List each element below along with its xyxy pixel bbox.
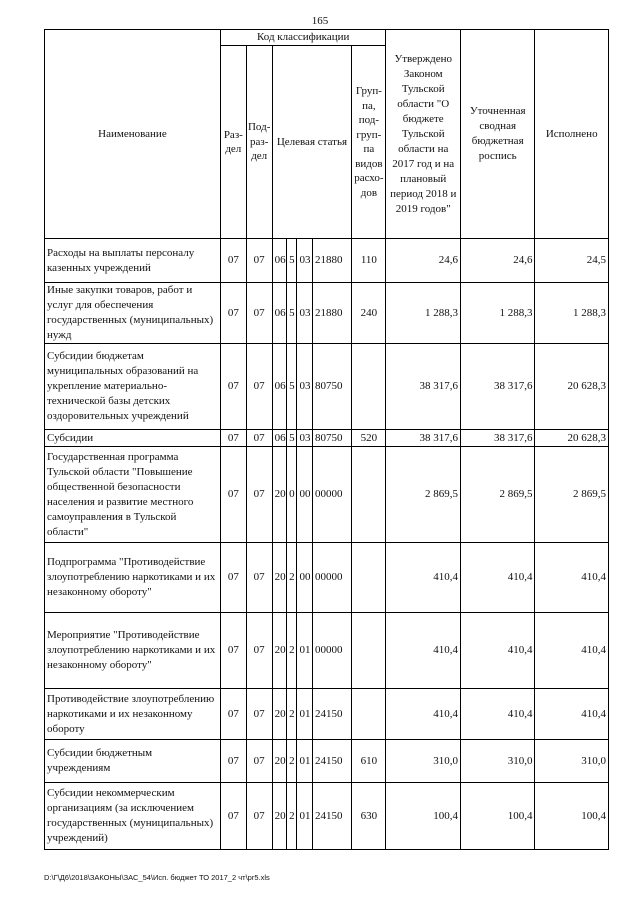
header-refined: Уточненная сводная бюджетная роспись bbox=[460, 30, 534, 239]
row-refined-amount: 38 317,6 bbox=[460, 430, 534, 447]
file-path-footer: D:\Г\Д6\2018\ЗАКОНЫ\ЗАС_54\Исп. бюджет ТО 2017_2 чт\рr5.xls bbox=[44, 873, 270, 882]
row-event-code: 03 bbox=[297, 283, 313, 344]
row-executed-amount: 410,4 bbox=[535, 543, 609, 613]
row-event-code: 00 bbox=[297, 543, 313, 613]
row-section-code: 07 bbox=[220, 344, 246, 430]
row-program-code: 06 bbox=[272, 430, 286, 447]
row-approved-amount: 2 869,5 bbox=[386, 447, 460, 543]
row-direction-code: 24150 bbox=[312, 740, 351, 783]
header-approved: Утверждено Законом Тульской области "О бюджете Тульской области на 2017 год и на плановый период 2018 и 2019 годов" bbox=[386, 30, 460, 239]
row-subsection-code: 07 bbox=[246, 689, 272, 740]
row-direction-code: 00000 bbox=[312, 447, 351, 543]
row-refined-amount: 410,4 bbox=[460, 543, 534, 613]
row-direction-code: 21880 bbox=[312, 239, 351, 283]
row-direction-code: 21880 bbox=[312, 283, 351, 344]
row-expense-group-code: 630 bbox=[352, 783, 386, 850]
row-direction-code: 24150 bbox=[312, 783, 351, 850]
row-subsection-code: 07 bbox=[246, 283, 272, 344]
row-refined-amount: 310,0 bbox=[460, 740, 534, 783]
row-executed-amount: 20 628,3 bbox=[535, 344, 609, 430]
row-executed-amount: 100,4 bbox=[535, 783, 609, 850]
row-name: Мероприятие "Противодействие злоупотреблению наркотиками и их незаконному обороту" bbox=[45, 613, 221, 689]
row-expense-group-code bbox=[352, 543, 386, 613]
header-classification: Код классификации bbox=[220, 30, 386, 46]
row-program-code: 06 bbox=[272, 239, 286, 283]
header-expense-group: Груп-па, под-груп-па видов расхо-дов bbox=[352, 46, 386, 239]
row-name: Субсидии bbox=[45, 430, 221, 447]
row-subprogram-code: 5 bbox=[287, 283, 297, 344]
row-program-code: 20 bbox=[272, 740, 286, 783]
row-direction-code: 24150 bbox=[312, 689, 351, 740]
table-row bbox=[45, 543, 609, 613]
row-program-code: 06 bbox=[272, 344, 286, 430]
budget-table bbox=[44, 29, 609, 850]
header-name: Наименование bbox=[45, 30, 221, 239]
row-event-code: 01 bbox=[297, 613, 313, 689]
header-subsection: Под-раз-дел bbox=[246, 46, 272, 239]
row-approved-amount: 38 317,6 bbox=[386, 430, 460, 447]
row-expense-group-code: 240 bbox=[352, 283, 386, 344]
row-executed-amount: 410,4 bbox=[535, 689, 609, 740]
row-program-code: 20 bbox=[272, 783, 286, 850]
row-section-code: 07 bbox=[220, 543, 246, 613]
row-approved-amount: 410,4 bbox=[386, 543, 460, 613]
row-event-code: 03 bbox=[297, 430, 313, 447]
row-refined-amount: 1 288,3 bbox=[460, 283, 534, 344]
row-expense-group-code: 110 bbox=[352, 239, 386, 283]
row-subsection-code: 07 bbox=[246, 543, 272, 613]
row-program-code: 20 bbox=[272, 543, 286, 613]
row-refined-amount: 100,4 bbox=[460, 783, 534, 850]
table-row bbox=[45, 344, 609, 430]
row-section-code: 07 bbox=[220, 283, 246, 344]
row-subsection-code: 07 bbox=[246, 740, 272, 783]
row-subprogram-code: 2 bbox=[287, 783, 297, 850]
table-row bbox=[45, 239, 609, 283]
row-refined-amount: 24,6 bbox=[460, 239, 534, 283]
row-executed-amount: 24,5 bbox=[535, 239, 609, 283]
row-section-code: 07 bbox=[220, 447, 246, 543]
row-name: Субсидии некоммерческим организациям (за исключением государственных (муниципальных) учреждений) bbox=[45, 783, 221, 850]
row-expense-group-code bbox=[352, 447, 386, 543]
row-subprogram-code: 5 bbox=[287, 430, 297, 447]
row-subprogram-code: 2 bbox=[287, 543, 297, 613]
row-expense-group-code bbox=[352, 689, 386, 740]
row-event-code: 01 bbox=[297, 740, 313, 783]
row-executed-amount: 2 869,5 bbox=[535, 447, 609, 543]
row-event-code: 03 bbox=[297, 239, 313, 283]
header-executed: Исполнено bbox=[535, 30, 609, 239]
row-executed-amount: 1 288,3 bbox=[535, 283, 609, 344]
row-direction-code: 80750 bbox=[312, 344, 351, 430]
row-name: Подпрограмма "Противодействие злоупотреблению наркотиками и их незаконному обороту" bbox=[45, 543, 221, 613]
table-row bbox=[45, 447, 609, 543]
row-expense-group-code bbox=[352, 613, 386, 689]
row-section-code: 07 bbox=[220, 783, 246, 850]
row-executed-amount: 410,4 bbox=[535, 613, 609, 689]
row-expense-group-code bbox=[352, 344, 386, 430]
row-program-code: 20 bbox=[272, 447, 286, 543]
row-refined-amount: 410,4 bbox=[460, 689, 534, 740]
header-section: Раз-дел bbox=[220, 46, 246, 239]
row-subprogram-code: 5 bbox=[287, 344, 297, 430]
row-expense-group-code: 520 bbox=[352, 430, 386, 447]
row-subsection-code: 07 bbox=[246, 447, 272, 543]
table-row bbox=[45, 283, 609, 344]
row-event-code: 01 bbox=[297, 783, 313, 850]
row-subprogram-code: 2 bbox=[287, 613, 297, 689]
row-name: Противодействие злоупотреблению наркотиками и их незаконному обороту bbox=[45, 689, 221, 740]
row-section-code: 07 bbox=[220, 613, 246, 689]
row-program-code: 06 bbox=[272, 283, 286, 344]
row-subprogram-code: 5 bbox=[287, 239, 297, 283]
row-approved-amount: 100,4 bbox=[386, 783, 460, 850]
row-program-code: 20 bbox=[272, 689, 286, 740]
row-name: Субсидии бюджетам муниципальных образований на укрепление материально-технической базы детских оздоровительных учреждений bbox=[45, 344, 221, 430]
table-row bbox=[45, 783, 609, 850]
row-expense-group-code: 610 bbox=[352, 740, 386, 783]
row-refined-amount: 2 869,5 bbox=[460, 447, 534, 543]
row-approved-amount: 410,4 bbox=[386, 689, 460, 740]
row-name: Субсидии бюджетным учреждениям bbox=[45, 740, 221, 783]
row-section-code: 07 bbox=[220, 740, 246, 783]
row-direction-code: 00000 bbox=[312, 543, 351, 613]
row-executed-amount: 310,0 bbox=[535, 740, 609, 783]
row-name: Государственная программа Тульской области "Повышение общественной безопасности населения и развитие местного самоуправления в Тульской области" bbox=[45, 447, 221, 543]
row-section-code: 07 bbox=[220, 430, 246, 447]
row-section-code: 07 bbox=[220, 239, 246, 283]
row-subprogram-code: 2 bbox=[287, 689, 297, 740]
row-subsection-code: 07 bbox=[246, 783, 272, 850]
row-subsection-code: 07 bbox=[246, 239, 272, 283]
row-event-code: 03 bbox=[297, 344, 313, 430]
row-program-code: 20 bbox=[272, 613, 286, 689]
row-subprogram-code: 2 bbox=[287, 740, 297, 783]
row-section-code: 07 bbox=[220, 689, 246, 740]
row-approved-amount: 38 317,6 bbox=[386, 344, 460, 430]
row-refined-amount: 410,4 bbox=[460, 613, 534, 689]
row-subsection-code: 07 bbox=[246, 430, 272, 447]
row-refined-amount: 38 317,6 bbox=[460, 344, 534, 430]
table-row bbox=[45, 689, 609, 740]
row-name: Иные закупки товаров, работ и услуг для обеспечения государственных (муниципальных) нужд bbox=[45, 283, 221, 344]
row-approved-amount: 1 288,3 bbox=[386, 283, 460, 344]
table-row bbox=[45, 613, 609, 689]
row-subsection-code: 07 bbox=[246, 613, 272, 689]
row-approved-amount: 310,0 bbox=[386, 740, 460, 783]
table-row bbox=[45, 430, 609, 447]
row-event-code: 01 bbox=[297, 689, 313, 740]
header-target-article: Целевая статья bbox=[272, 46, 352, 239]
table-row bbox=[45, 740, 609, 783]
row-direction-code: 80750 bbox=[312, 430, 351, 447]
row-event-code: 00 bbox=[297, 447, 313, 543]
row-subprogram-code: 0 bbox=[287, 447, 297, 543]
page-number: 165 bbox=[311, 15, 329, 27]
row-name: Расходы на выплаты персоналу казенных учреждений bbox=[45, 239, 221, 283]
row-direction-code: 00000 bbox=[312, 613, 351, 689]
row-approved-amount: 24,6 bbox=[386, 239, 460, 283]
table-body bbox=[45, 239, 609, 850]
row-subsection-code: 07 bbox=[246, 344, 272, 430]
row-approved-amount: 410,4 bbox=[386, 613, 460, 689]
row-executed-amount: 20 628,3 bbox=[535, 430, 609, 447]
